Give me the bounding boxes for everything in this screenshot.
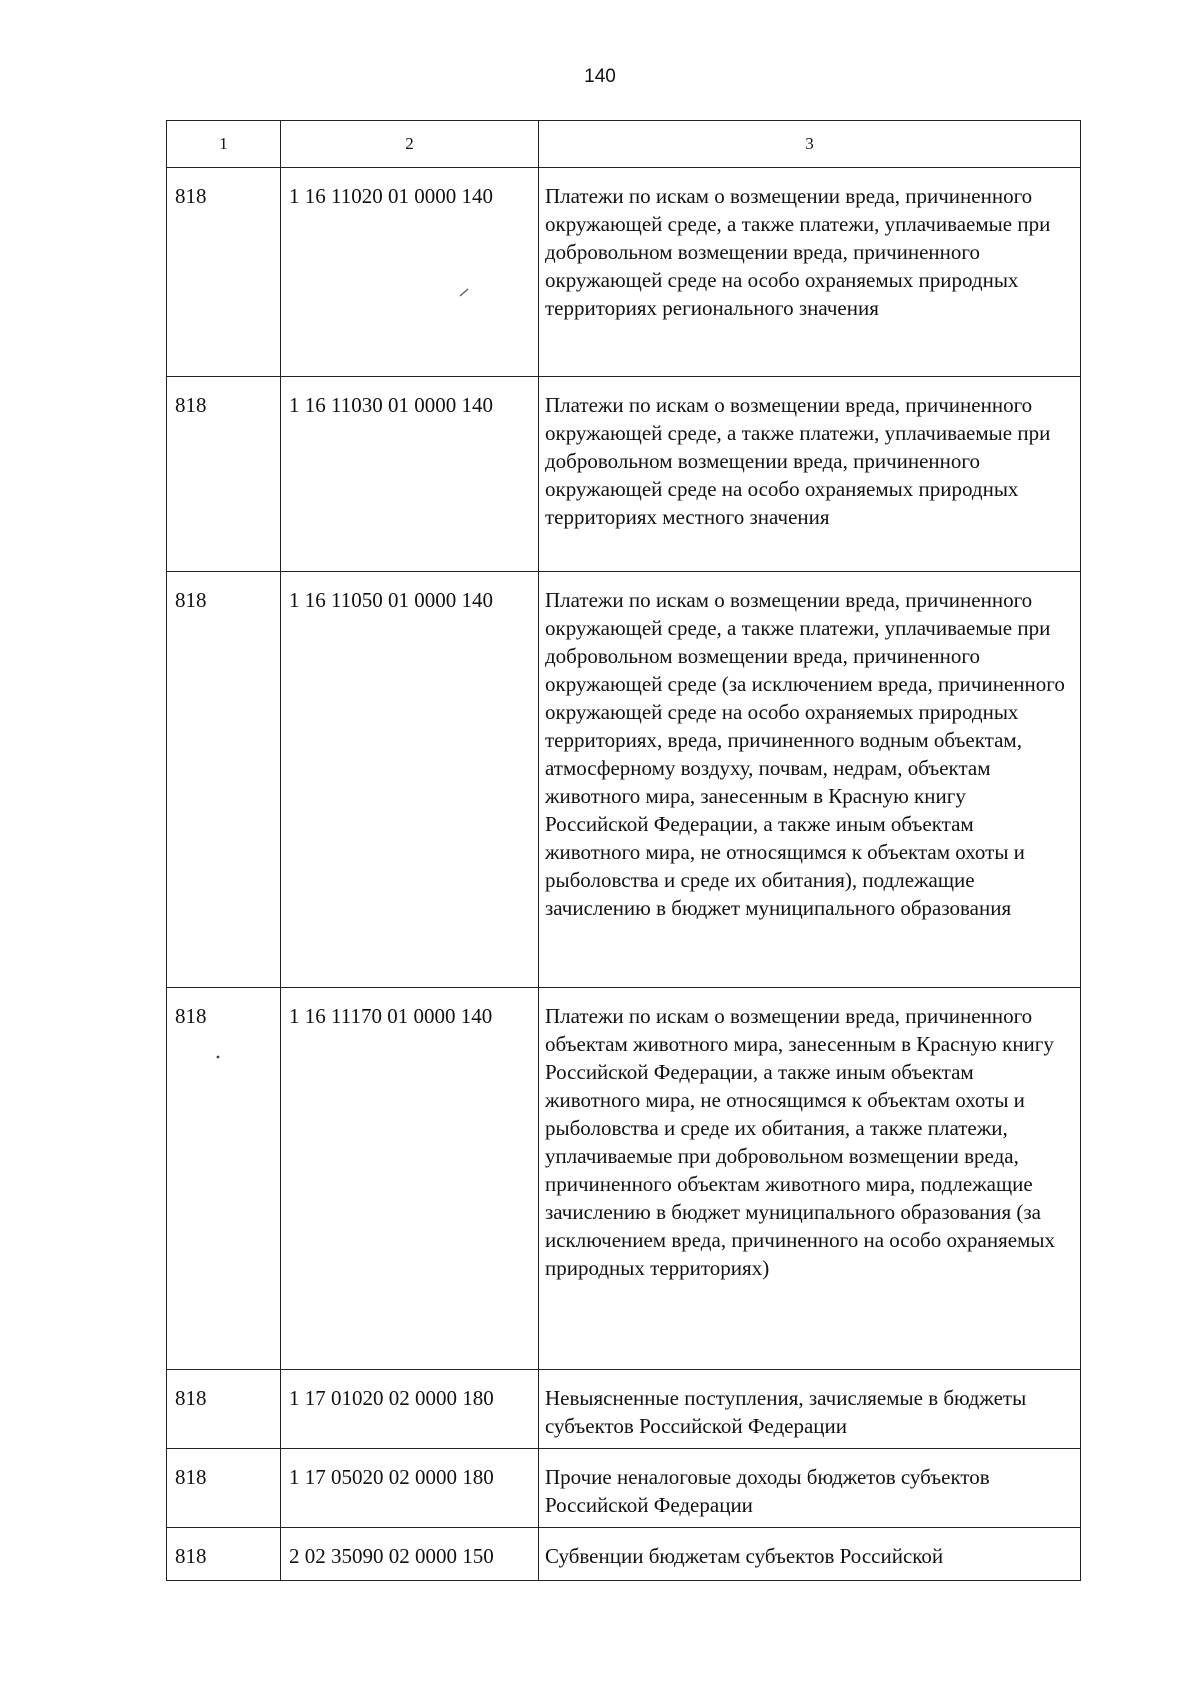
admin-code-cell: 818 bbox=[167, 168, 281, 377]
admin-code-cell: 818 bbox=[167, 1528, 281, 1581]
column-header-3: 3 bbox=[539, 121, 1081, 168]
revenue-code-cell: 1 17 01020 02 0000 180 bbox=[281, 1370, 539, 1449]
table-row bbox=[167, 1528, 1081, 1581]
table-row bbox=[167, 377, 1081, 572]
admin-code-cell: 818 bbox=[167, 988, 281, 1370]
admin-code-cell: 818 bbox=[167, 377, 281, 572]
revenue-code-cell: 1 16 11030 01 0000 140 bbox=[281, 377, 539, 572]
table-row bbox=[167, 1370, 1081, 1449]
table-row bbox=[167, 168, 1081, 377]
revenue-description-cell: Субвенции бюджетам субъектов Российской bbox=[539, 1528, 1081, 1581]
column-header-2: 2 bbox=[281, 121, 539, 168]
revenue-description-cell: Платежи по искам о возмещении вреда, причиненного окружающей среде, а также платежи, уплачиваемые при добровольном возмещении вреда, причиненного окружающей среде (за исключением вреда, причиненного окружающей среде на особо охраняемых природных территориях, вреда, причиненного водным объектам, атмосферному воздуху, почвам, недрам, объектам животного мира, занесенным в Красную книгу Российской Федерации, а также иным объектам животного мира, не относящимся к объектам охоты и рыболовства и среде их обитания), подлежащие зачислению в бюджет муниципального образования bbox=[539, 572, 1081, 988]
budget-revenue-table bbox=[166, 120, 1081, 1581]
column-header-1: 1 bbox=[167, 121, 281, 168]
revenue-code-cell: 1 16 11170 01 0000 140 bbox=[281, 988, 539, 1370]
table-row bbox=[167, 988, 1081, 1370]
revenue-description-cell: Платежи по искам о возмещении вреда, причиненного объектам животного мира, занесенным в Красную книгу Российской Федерации, а также иным объектам животного мира, не относящимся к объектам охоты и рыболовства и среде их обитания, а также платежи, уплачиваемые при добровольном возмещении вреда, причиненного объектам животного мира, подлежащие зачислению в бюджет муниципального образования (за исключением вреда, причиненного на особо охраняемых природных территориях) bbox=[539, 988, 1081, 1370]
revenue-code-cell: 2 02 35090 02 0000 150 bbox=[281, 1528, 539, 1581]
admin-code-cell: 818 bbox=[167, 1370, 281, 1449]
revenue-code-cell: 1 17 05020 02 0000 180 bbox=[281, 1449, 539, 1528]
revenue-description-cell: Платежи по искам о возмещении вреда, причиненного окружающей среде, а также платежи, уплачиваемые при добровольном возмещении вреда, причиненного окружающей среде на особо охраняемых природных территориях регионального значения bbox=[539, 168, 1081, 377]
admin-code-cell: 818 bbox=[167, 1449, 281, 1528]
table-row bbox=[167, 1449, 1081, 1528]
table-header-row bbox=[167, 121, 1081, 168]
admin-code-cell: 818 bbox=[167, 572, 281, 988]
page-number: 140 bbox=[584, 66, 616, 87]
revenue-description-cell: Невыясненные поступления, зачисляемые в бюджеты субъектов Российской Федерации bbox=[539, 1370, 1081, 1449]
revenue-description-cell: Прочие неналоговые доходы бюджетов субъектов Российской Федерации bbox=[539, 1449, 1081, 1528]
revenue-code-cell: 1 16 11050 01 0000 140 bbox=[281, 572, 539, 988]
stray-pen-mark bbox=[458, 286, 470, 298]
revenue-code-cell: 1 16 11020 01 0000 140 bbox=[281, 168, 539, 377]
stray-dot-mark bbox=[215, 1054, 221, 1060]
table-row bbox=[167, 572, 1081, 988]
revenue-description-cell: Платежи по искам о возмещении вреда, причиненного окружающей среде, а также платежи, уплачиваемые при добровольном возмещении вреда, причиненного окружающей среде на особо охраняемых природных территориях местного значения bbox=[539, 377, 1081, 572]
